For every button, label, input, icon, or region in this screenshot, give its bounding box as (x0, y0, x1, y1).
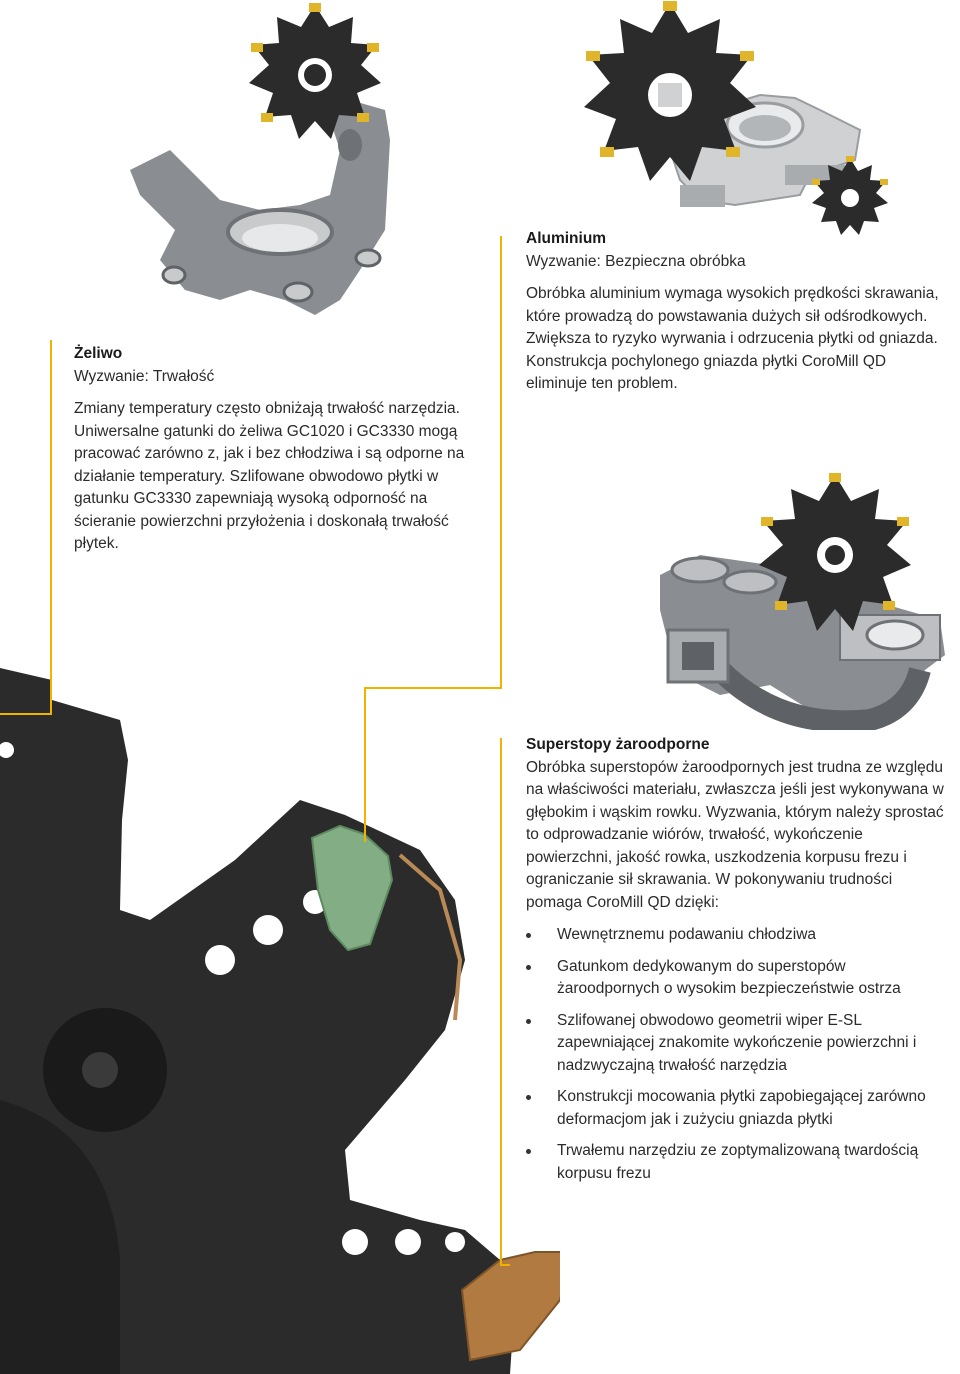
bullet-item: Trwałemu narzędziu ze zoptymalizowaną twardością korpusu frezu (526, 1140, 951, 1185)
superalloys-body: Obróbka superstopów żaroodpornych jest trudna ze względu na właściwości materiału, zwłaszcza jeśli jest wykonywana w głębokim i wąskim rowku. Wyzwania, którym należy sprostać to odprowadzanie wiórów, trwałość, wykończenie powierzchni, jakość rowka, uszkodzenia korpusu frezu i ograniczanie sił skrawania. W pokonywaniu trudności pomaga CoroMill QD dzięki: (526, 758, 944, 911)
leader-cast-iron-horizontal (0, 713, 52, 715)
leader-aluminium-horizontal (365, 687, 502, 689)
cutter-closeup-illustration (0, 660, 560, 1374)
cast-iron-subheading: Wyzwanie: Trwałość (74, 367, 215, 385)
superalloys-heading: Superstopy żaroodporne (526, 736, 710, 753)
superalloy-part-illustration (630, 470, 960, 730)
bullet-item: Konstrukcji mocowania płytki zapobiegającej zarówno deformacjom jak i zużyciu gniazda płytki (526, 1086, 951, 1131)
aluminium-section (526, 228, 941, 396)
leader-superalloy-horizontal (500, 1264, 510, 1266)
bullet-item: Wewnętrznemu podawaniu chłodziwa (526, 924, 951, 947)
leader-cast-iron-vertical (50, 340, 52, 715)
bullet-item: Gatunkom dedykowanym do superstopów żaroodpornych o wysokim bezpieczeństwie ostrza (526, 956, 951, 1001)
cast-iron-section (74, 343, 469, 556)
aluminium-part-illustration (560, 0, 920, 240)
cast-iron-cutter (249, 3, 381, 139)
cast-iron-part-illustration (100, 0, 420, 340)
cast-iron-body: Zmiany temperatury często obniżają trwałość narzędzia. Uniwersalne gatunki do żeliwa GC1020 i GC3330 mogą pracować zarówno z, jak i bez chłodziwa i są odporne na działanie temperatury. Szlifowane obwodowo płytki w gatunku GC3330 zapewniają wysoką odporność na ścieranie powierzchni przyłożenia i doskonałą trwałość płytek. (74, 400, 465, 552)
aluminium-cutter-large (584, 1, 756, 181)
leader-aluminium-drop (364, 687, 366, 842)
leader-aluminium-vertical (500, 236, 502, 689)
aluminium-subheading: Wyzwanie: Bezpieczna obróbka (526, 252, 746, 270)
leader-superalloy-vertical (500, 738, 502, 1266)
cast-iron-heading: Żeliwo (74, 345, 123, 362)
aluminium-heading: Aluminium (526, 230, 607, 247)
bullet-item: Szlifowanej obwodowo geometrii wiper E-SL zapewniającej znakomite wykończenie powierzchni i nadzwyczajną trwałość narzędzia (526, 1010, 951, 1078)
aluminium-body: Obróbka aluminium wymaga wysokich prędkości skrawania, które prowadzą do powstawania dużych sił odśrodkowych. Zwiększa to ryzyko wyrwania i odrzucenia płytki od gniazda. Konstrukcja pochylonego gniazda płytki CoroMill QD eliminuje ten problem. (526, 285, 939, 392)
superalloys-section (526, 734, 951, 1194)
superalloys-bullet-list (526, 924, 951, 1185)
superalloy-cutter (759, 473, 911, 631)
